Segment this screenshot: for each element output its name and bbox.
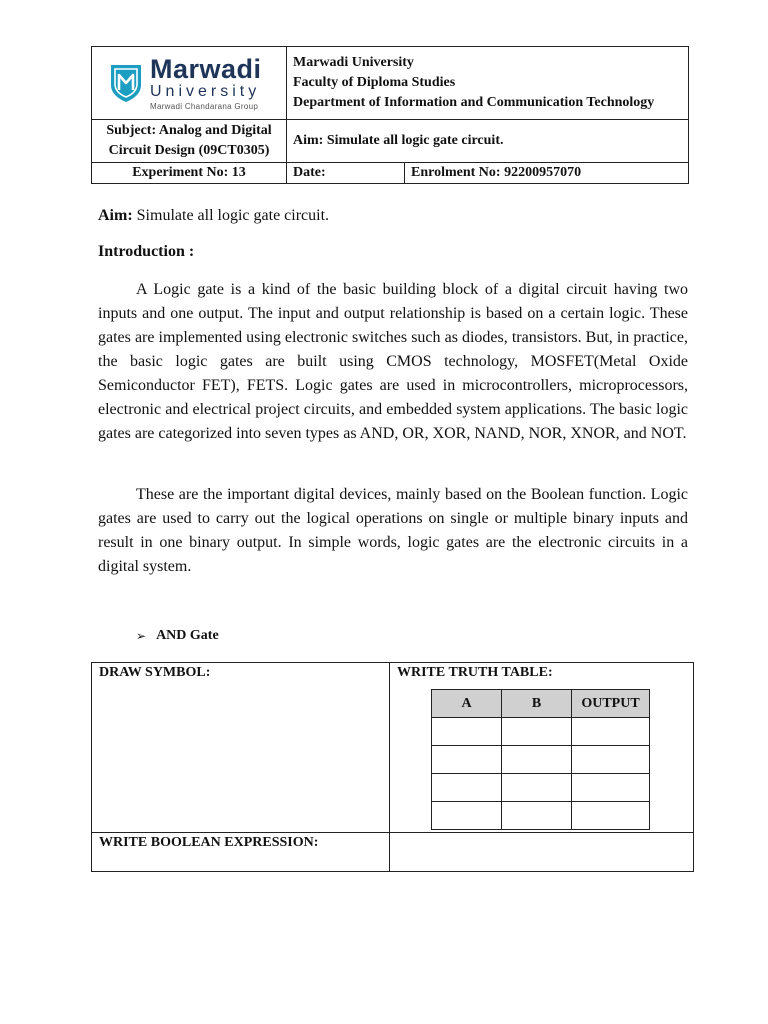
gate-heading — [136, 628, 219, 644]
truth-table-header-output: OUTPUT — [572, 690, 650, 718]
boolean-expression-answer-cell[interactable] — [390, 833, 694, 872]
aim-text: Simulate all logic gate circuit. — [132, 207, 330, 224]
shield-icon — [108, 63, 144, 103]
logo-cell — [92, 47, 287, 120]
truth-cell[interactable] — [572, 746, 650, 774]
department-name: Department of Information and Communication Technology — [293, 95, 655, 110]
truth-cell[interactable] — [502, 718, 572, 746]
table-row — [432, 774, 650, 802]
draw-symbol-cell[interactable] — [92, 663, 390, 833]
table-row — [432, 718, 650, 746]
aim-line — [98, 204, 688, 228]
truth-cell[interactable] — [572, 802, 650, 830]
experiment-number: Experiment No: 13 — [92, 163, 287, 184]
intro-paragraph-1: A Logic gate is a kind of the basic building block of a digital circuit having two inputs and one output. The input and output relationship is based on a certain logic. These gates are implemented using electronic switches such as diodes, transistors. But, in practice, the basic logic gates are built using CMOS technology, MOSFET(Metal Oxide Semiconductor FET), FETS. Logic gates are used in microcontrollers, microprocessors, electronic and electrical project circuits, and embedded system applications. The basic logic gates are categorized into seven types as AND, OR, XOR, NAND, NOR, XNOR, and NOT. — [98, 281, 688, 442]
truth-table-cell — [390, 663, 694, 833]
truth-table-label: WRITE TRUTH TABLE: — [397, 665, 553, 680]
truth-table — [431, 689, 650, 830]
truth-table-header-b: B — [502, 690, 572, 718]
truth-cell[interactable] — [432, 718, 502, 746]
truth-cell[interactable] — [432, 774, 502, 802]
truth-cell[interactable] — [572, 774, 650, 802]
arrow-bullet-icon: ➢ — [136, 629, 147, 643]
header-aim: Aim: Simulate all logic gate circuit. — [287, 120, 689, 163]
faculty-name: Faculty of Diploma Studies — [293, 75, 456, 90]
boolean-expression-label-cell — [92, 833, 390, 872]
table-row — [432, 802, 650, 830]
subject-line-2: Circuit Design (09CT0305) — [108, 143, 270, 158]
truth-cell[interactable] — [502, 802, 572, 830]
subject-cell — [92, 120, 287, 163]
intro-paragraph-2: These are the important digital devices, mainly based on the Boolean function. Logic gates are used to carry out the logical operations on single or multiple binary inputs and result in one binary output. In simple words, logic gates are the electronic circuits in a digital system. — [98, 486, 688, 575]
truth-table-header-row — [432, 690, 650, 718]
enrolment-number: Enrolment No: 92200957070 — [405, 163, 689, 184]
gate-heading-text: AND Gate — [156, 628, 219, 643]
boolean-expression-label: WRITE BOOLEAN EXPRESSION: — [99, 835, 319, 850]
truth-cell[interactable] — [572, 718, 650, 746]
university-name: Marwadi University — [293, 55, 414, 70]
draw-symbol-label: DRAW SYMBOL: — [99, 665, 211, 680]
truth-cell[interactable] — [432, 802, 502, 830]
truth-cell[interactable] — [502, 774, 572, 802]
university-info — [287, 47, 689, 120]
truth-cell[interactable] — [502, 746, 572, 774]
and-gate-worksheet — [91, 662, 694, 872]
subject-line-1: Subject: Analog and Digital — [106, 123, 272, 138]
truth-table-header-a: A — [432, 690, 502, 718]
aim-label: Aim: — [98, 207, 133, 224]
truth-cell[interactable] — [432, 746, 502, 774]
logo-name: Marwadi — [150, 53, 262, 84]
table-row — [432, 746, 650, 774]
date-label: Date: — [287, 163, 405, 184]
experiment-header-table — [91, 46, 689, 184]
university-logo — [108, 53, 280, 111]
logo-sub: University — [150, 82, 261, 100]
logo-group: Marwadi Chandarana Group — [150, 101, 259, 111]
introduction-heading: Introduction : — [98, 243, 195, 260]
